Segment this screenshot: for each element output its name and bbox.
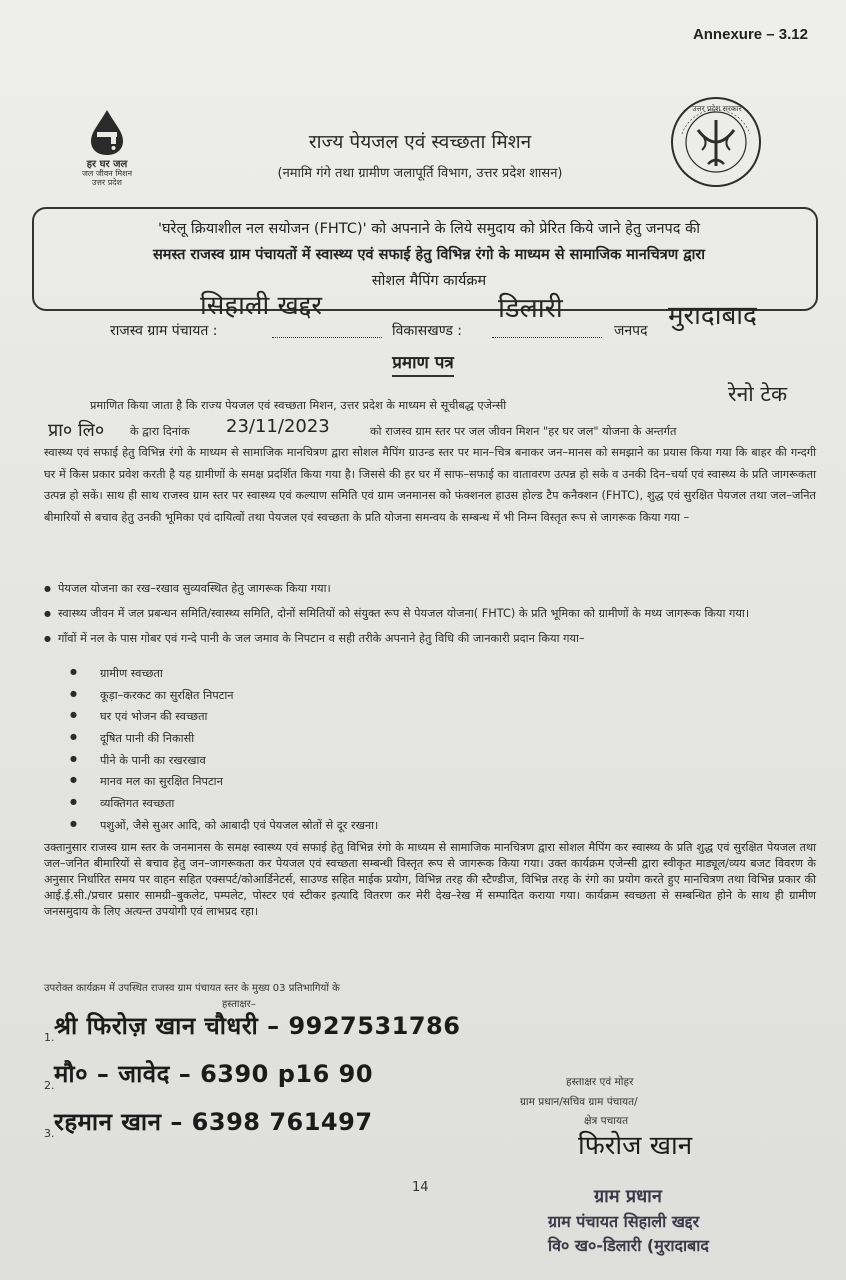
signatory-3 [44, 1102, 524, 1142]
block-label: विकासखण्ड : [392, 323, 463, 339]
bullet-item: ● स्वास्थ्य जीवन में जल प्रबन्धन समिति/स्वास्थ्य समिति, दोनों समितियों को संयुक्त रूप से पेयजल योजना( FHTC) के प्रति भूमिका को ग्रामीणों के मध्य जागरूक किया गया। [44, 603, 816, 624]
conclusion-paragraph: उक्तानुसार राजस्व ग्राम स्तर के जनमानस के समक्ष स्वास्थ्य एवं सफाई हेतु विभिन्न रंगो के माध्यम से सामाजिक मानचित्रण द्वारा सोशल मैपिंग कर स्वास्थ्य के प्रति शुद्ध एवं सुरक्षित पेयजल तथा जल–जनित बीमारियों से बचाव हेतु जन–जागरूकता कर पेयजल एवं स्वच्छता सम्बन्धी विस्तृत रूप से जागरूक किया गया। उक्त कार्यक्रम एजेन्सी द्वारा स्वीकृत माड्यूल/व्यय बजट विवरण के अनुसार निर्धारित समय पर वाहन सहित एक्सपर्ट/कोआर्डिनेटर्स, साउण्ड सहित माईक प्रयोग, विभिन्न तरह की स्टैण्डीज, विभिन्न तरह के रंगो का प्रयोग करते हुए मानचित्रण तथा विभिन्न प्रकार की आई.ई.सी./प्रचार प्रसार सामग्री–बुकलेट, पम्पलेट, पोस्टर एवं स्टीकर इत्यादि वितरण कर मेरी देख–रेख में सम्पादित कराया गया। कार्यक्रम स्वच्छता से सम्बन्धित होने के साथ ही ग्रामीण जनसमुदाय के लिए अत्यन्त उपयोगी एवं लाभप्रद रहा। [44, 841, 816, 918]
seal-line-1: ग्राम प्रधान [594, 1186, 662, 1207]
signatory-handwritten: मौ० – जावेद – 6390 p16 90 [54, 1060, 374, 1088]
sub-bullet-item: ● घर एवं भोजन की स्वच्छता [62, 709, 562, 731]
sub-bullet-item: ● कूड़ा–करकट का सुरक्षित निपटान [62, 688, 562, 710]
page-number: 14 [412, 1180, 429, 1195]
sub-bullet-item: ● ग्रामीण स्वच्छता [62, 666, 562, 688]
body-date-label: के द्वारा दिनांक [130, 425, 190, 438]
sub-bullet-item: ● मानव मल का सुरक्षित निपटान [62, 774, 562, 796]
agency-handwritten-2: प्रा० लि० [48, 420, 105, 441]
district-label: जनपद [614, 323, 648, 339]
bullet-item: ● गाँवों में नल के पास गोबर एवं गन्दे पानी के जल जमाव के निपटान व सही तरीके अपनाने हेतु विधि की जानकारी प्रदान किया गया– [44, 628, 816, 649]
block-handwritten: डिलारी [498, 293, 563, 324]
signatory-handwritten: रहमान खान – 6398 761497 [54, 1108, 373, 1136]
program-heading-line-3: सोशल मैपिंग कार्यक्रम [371, 273, 487, 289]
pradhan-signature: फिरोज खान [578, 1131, 693, 1161]
date-handwritten: 23/11/2023 [226, 416, 330, 437]
signatory-number: 2. [44, 1079, 55, 1092]
gram-panchayat-label: राजस्व ग्राम पंचायत : [110, 323, 218, 339]
signatory-number: 3. [44, 1127, 55, 1140]
certificate-title-text: प्रमाण पत्र [392, 353, 454, 377]
sign-and-seal-label: हस्ताक्षर एवं मोहर [566, 1076, 634, 1088]
body-line-1: प्रमाणित किया जाता है कि राज्य पेयजल एवं स्वच्छता मिशन, उत्तर प्रदेश के माध्यम से सूचीबद्ध एजेन्सी [90, 399, 507, 412]
sub-bullet-item: ● पीने के पानी का रखरखाव [62, 753, 562, 775]
body-paragraph: स्वास्थ्य एवं सफाई हेतु विभिन्न रंगो के माध्यम से सामाजिक मानचित्रण द्वारा सोशल मैपिंग ग्राउन्ड स्तर पर मान–चित्र बनाकर जन–मानस को समझाने का प्रयास किया गया कि बाहर की गन्दगी घर में किस प्रकार प्रवेश करती है यह ग्रामीणों के समक्ष प्रदर्शित किया गया है। जिससे की हर घर में साफ–सफाई का वातावरण उत्पन्न हो सके व उनकी दिन–चर्या एवं स्वास्थ्य के प्रति जागरूकता उत्पन्न हो सकें। साथ ही साथ राजस्व ग्राम स्तर पर स्वास्थ्य एवं कल्याण समिति एवं ग्राम जनमानस को फंक्शनल हाउस होल्ड टैप कनैक्शन (FHTC), शुद्ध एवं सुरक्षित पेयजल तथा जल–जनित बीमारियों से बचाव हेतु उनकी भूमिका एवं दायित्वों तथा पेयजल एवं स्वच्छता के प्रति योजना समन्वय के सम्बन्ध में भी निम्न विस्तृत रूप से जागरूक किया गया – [44, 446, 816, 524]
bullet-item: ● पेयजल योजना का रख–रखाव सुव्यवस्थित हेतु जागरूक किया गया। [44, 578, 816, 599]
org-subtitle: (नमामि गंगे तथा ग्रामीण जलापूर्ति विभाग, उत्तर प्रदेश शासन) [277, 166, 563, 181]
body-line-2: को राजस्व ग्राम स्तर पर जल जीवन मिशन "हर घर जल" योजना के अन्तर्गत [370, 425, 677, 438]
program-heading-line-2: समस्त राजस्व ग्राम पंचायतों में स्वास्थ्य एवं सफाई हेतु विभिन्न रंगो के माध्यम से सामाजिक मानचित्रण द्वारा [152, 247, 706, 263]
representatives-note: उपरोक्त कार्यक्रम में उपस्थित राजस्व ग्राम पंचायत स्तर के मुख्य 03 प्रतिभागियों के [44, 983, 340, 994]
kshetra-panchayat-label: क्षेत्र पचायत [584, 1115, 629, 1127]
program-heading-line-1: 'घरेलू क्रियाशील नल सयोजन (FHTC)' को अपनाने के लिये समुदाय को प्रेरित किये जाने हेतु जनपद की [158, 221, 700, 237]
seal-line-3: वि० ख०-डिलारी (मुरादाबाद [548, 1236, 709, 1255]
emblem-text: उत्तर प्रदेश सरकार [692, 104, 742, 113]
signatory-1 [44, 1006, 524, 1046]
gram-panchayat-dotted-line [272, 337, 382, 338]
seal-line-2: ग्राम पंचायत सिहाली खद्दर [548, 1212, 700, 1231]
signature-label: हस्ताक्षर– [222, 999, 256, 1010]
signatory-number: 1. [44, 1031, 55, 1044]
water-drop-icon [85, 108, 129, 156]
logo-text-3: उत्तर प्रदेश [92, 178, 122, 187]
signatory-2 [44, 1054, 524, 1094]
sanitation-sub-list [62, 666, 562, 840]
sub-bullet-item: ● पशुओं, जैसे सुअर आदि, को आबादी एवं पेयजल स्रोतों से दूर रखना। [62, 818, 562, 840]
pradhan-secretary-label: ग्राम प्रधान/सचिव ग्राम पंचायत/ [520, 1096, 638, 1108]
org-title: राज्य पेयजल एवं स्वच्छता मिशन [308, 131, 532, 153]
sub-bullet-item: ● दूषित पानी की निकासी [62, 731, 562, 753]
annexure-label: Annexure – 3.12 [692, 26, 808, 43]
gram-panchayat-handwritten: सिहाली खद्दर [200, 291, 322, 321]
program-heading-text [54, 216, 804, 294]
signatory-handwritten: श्री फिरोज़ खान चौधरी – 9927531786 [54, 1012, 461, 1040]
logo-text-2: जल जीवन मिशन [81, 169, 133, 178]
awareness-bullets [44, 578, 816, 649]
har-ghar-jal-logo [72, 108, 142, 187]
agency-handwritten-1: रेनो टेक [728, 382, 788, 406]
logo-text-1: हर घर जल [86, 159, 128, 170]
sub-bullet-item: ● व्यक्तिगत स्वच्छता [62, 796, 562, 818]
certificate-title [0, 350, 846, 373]
block-dotted-line [492, 337, 602, 338]
district-handwritten: मुरादाबाद [668, 301, 757, 331]
